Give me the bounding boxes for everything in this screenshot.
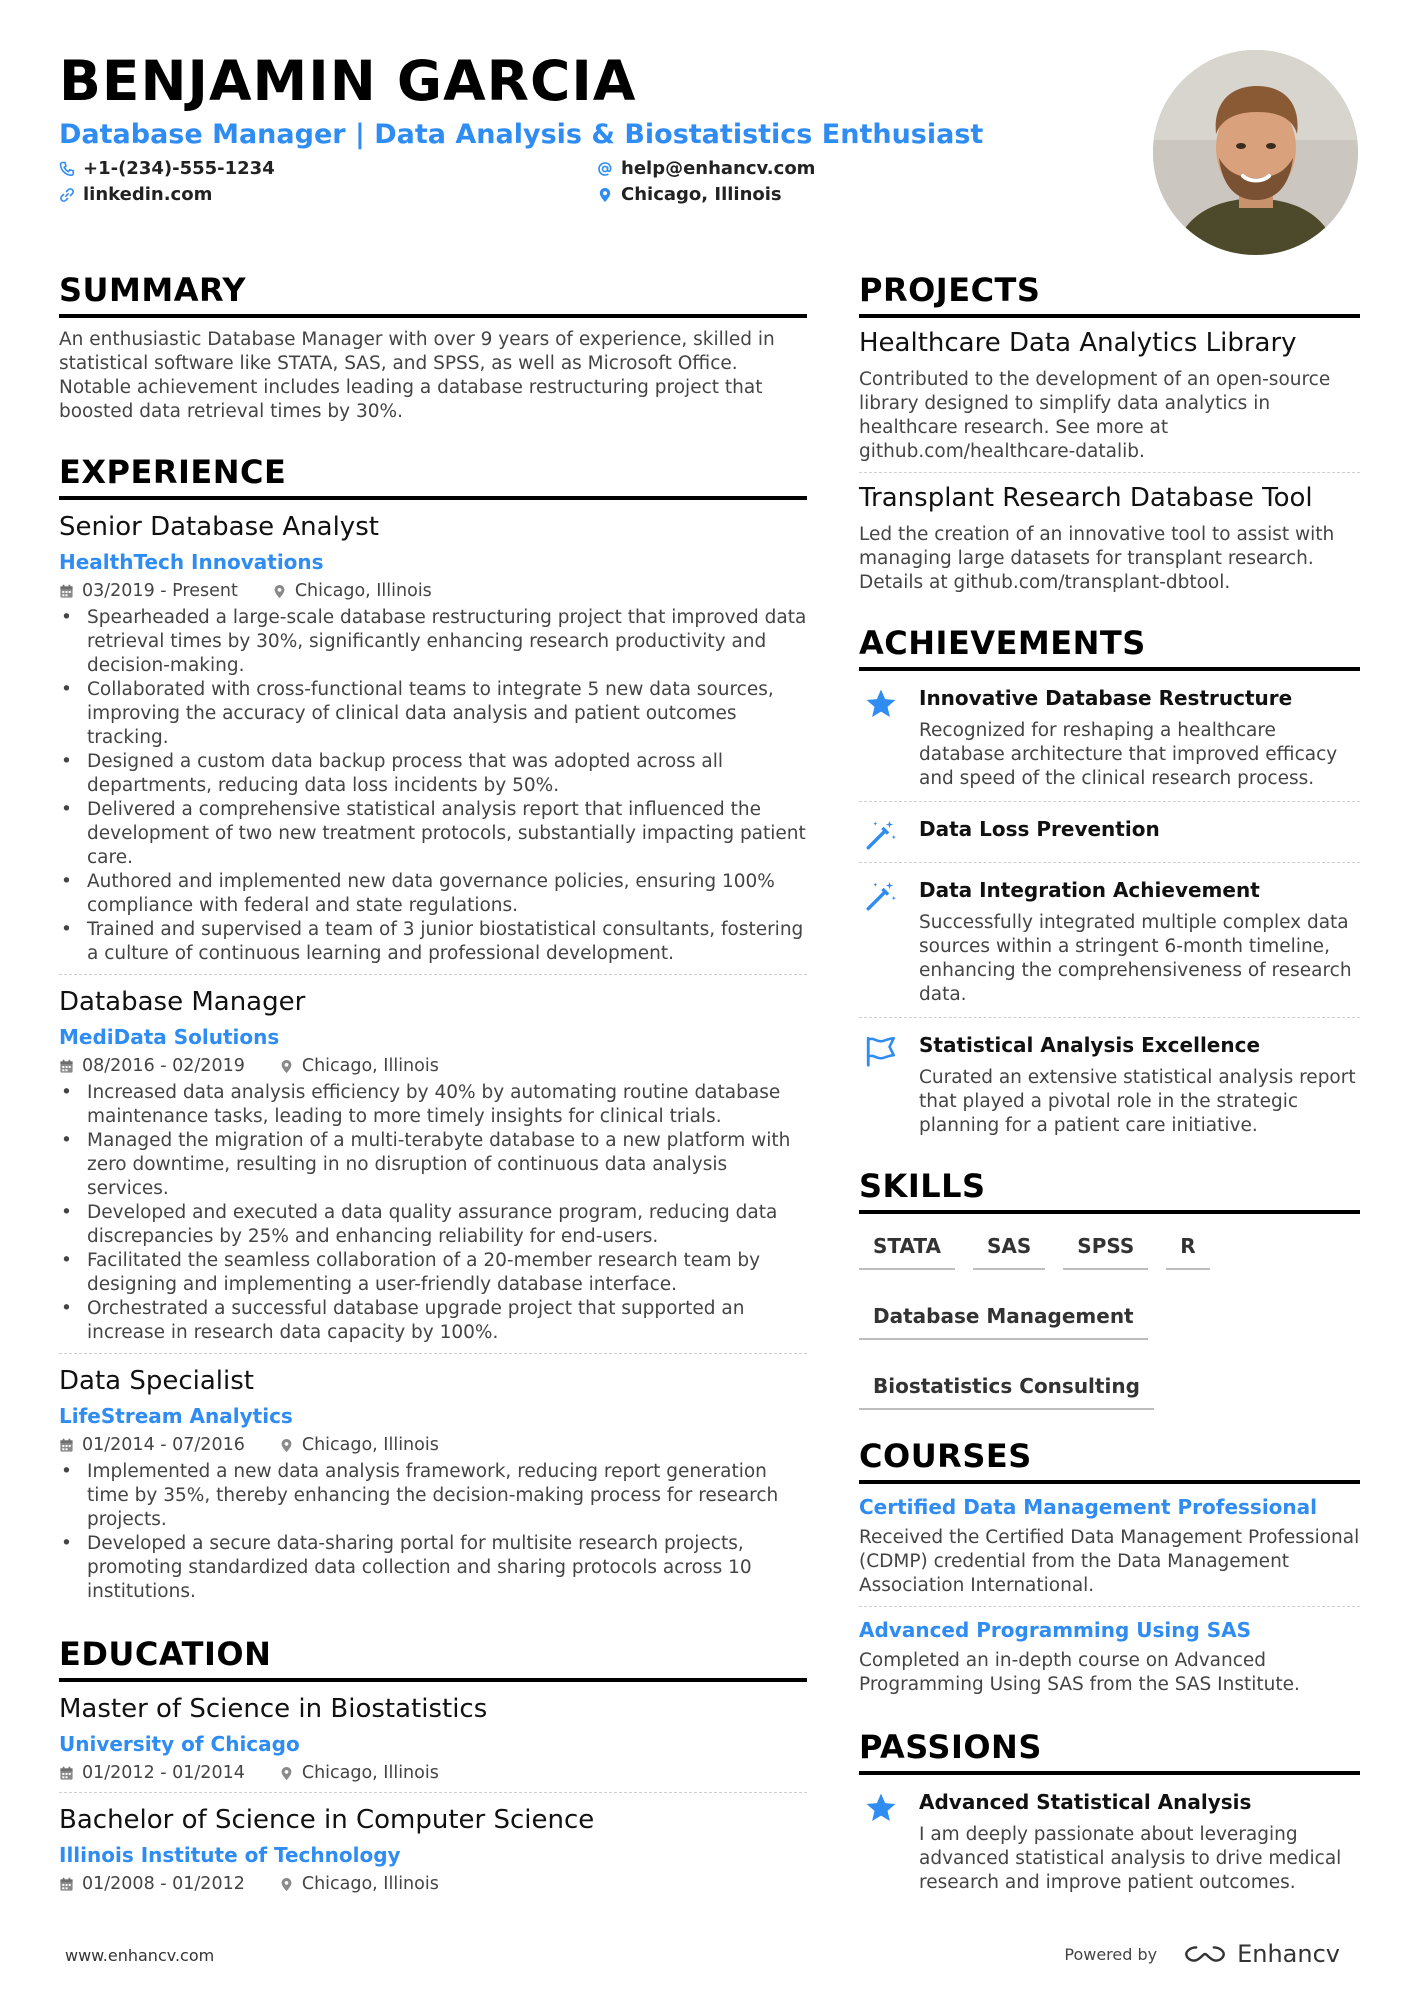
experience-section: [59, 452, 807, 1612]
job-dates: 03/2019 - Present: [82, 581, 238, 601]
education-section: [59, 1634, 807, 1903]
page-footer: [65, 1940, 1340, 1972]
phone-number: +1-(234)-555-1234: [83, 158, 275, 179]
passion-title: Advanced Statistical Analysis: [919, 1790, 1252, 1814]
contact-info: [59, 158, 1139, 214]
bullet-item: • Increased data analysis efficiency by 40% by automating routine database maintenance tasks, leading to more timely insights for clinical trials.: [59, 1081, 807, 1129]
location-text: Chicago, Illinois: [621, 184, 782, 205]
experience-entry: [59, 975, 807, 1354]
link-icon: [59, 187, 75, 203]
education-location: Chicago, Illinois: [301, 1763, 439, 1783]
bullet-item: • Facilitated the seamless collaboration of a 20-member research team by designing and implementing a user-friendly database interface.: [59, 1249, 807, 1297]
profile-photo: [1153, 50, 1358, 255]
bullet-item: • Collaborated with cross-functional teams to integrate 5 new data sources, improving the accuracy of clinical data analysis and patient outcomes tracking.: [59, 678, 807, 750]
job-meta: [59, 580, 807, 602]
skill-tag: Database Management: [859, 1298, 1148, 1340]
education-entry: [59, 1682, 807, 1793]
contact-location: [597, 184, 782, 205]
bullet-item: • Delivered a comprehensive statistical analysis report that influenced the development of two new treatment protocols, substantially impacting patient care.: [59, 798, 807, 870]
email-address: help@enhancv.com: [621, 158, 816, 179]
course-entry: [859, 1484, 1360, 1607]
project-description: Led the creation of an innovative tool to assist with managing large datasets for transplant research. Details at github.com/transplant-dbtool.: [859, 524, 1335, 593]
course-title: Certified Data Management Professional: [859, 1495, 1318, 1519]
skill-tag: STATA: [859, 1228, 955, 1270]
brand-logo[interactable]: [1183, 1940, 1340, 1968]
degree-title: Master of Science in Biostatistics: [59, 1694, 488, 1724]
bullet-item: • Authored and implemented new data governance policies, ensuring 100% compliance with federal and state regulations.: [59, 870, 807, 918]
avatar: [1153, 50, 1358, 255]
courses-heading: COURSES: [859, 1436, 1360, 1484]
achievement-entry: [859, 671, 1360, 802]
achievement-title: Data Loss Prevention: [919, 817, 1160, 841]
achievement-entry: [859, 863, 1360, 1018]
flag-icon: [864, 1034, 898, 1068]
candidate-headline: Database Manager | Data Analysis & Biostatistics Enthusiast: [59, 119, 984, 150]
education-location: Chicago, Illinois: [301, 1874, 439, 1894]
education-dates: 01/2012 - 01/2014: [82, 1763, 245, 1783]
education-meta: [59, 1762, 807, 1784]
map-pin-icon: [279, 1766, 294, 1781]
project-title: Transplant Research Database Tool: [859, 483, 1313, 513]
job-location: Chicago, Illinois: [294, 581, 432, 601]
experience-entry: [59, 1354, 807, 1612]
achievements-section: [859, 623, 1360, 1148]
skills-section: [859, 1166, 1360, 1410]
passion-entry: [859, 1775, 1360, 1905]
map-pin-icon: [597, 187, 613, 203]
job-bullets: [59, 1460, 807, 1604]
education-heading: EDUCATION: [59, 1634, 807, 1682]
job-dates: 01/2014 - 07/2016: [82, 1435, 245, 1455]
job-title: Database Manager: [59, 987, 306, 1017]
course-description: Received the Certified Data Management Professional (CDMP) credential from the Data Management Association International.: [859, 1527, 1360, 1596]
degree-title: Bachelor of Science in Computer Science: [59, 1805, 595, 1835]
project-entry: [859, 318, 1360, 473]
courses-section: [859, 1436, 1360, 1705]
contact-linkedin[interactable]: [59, 184, 212, 205]
calendar-icon: [59, 1766, 74, 1781]
project-description: Contributed to the development of an open-source library designed to simplify data analytics in healthcare research. See more at github.com/healthcare-datalib.: [859, 369, 1331, 462]
education-dates: 01/2008 - 01/2012: [82, 1874, 245, 1894]
calendar-icon: [59, 584, 74, 599]
achievements-heading: ACHIEVEMENTS: [859, 623, 1360, 671]
achievement-title: Data Integration Achievement: [919, 878, 1260, 902]
course-description: Completed an in-depth course on Advanced Programming Using SAS from the SAS Institute.: [859, 1650, 1300, 1695]
contact-phone[interactable]: [59, 158, 275, 179]
job-location: Chicago, Illinois: [301, 1056, 439, 1076]
bullet-item: • Implemented a new data analysis framework, reducing report generation time by 35%, thereby enhancing the decision-making process for research projects.: [59, 1460, 807, 1532]
map-pin-icon: [279, 1877, 294, 1892]
contact-email[interactable]: [597, 158, 815, 179]
experience-heading: EXPERIENCE: [59, 452, 807, 500]
education-meta: [59, 1873, 807, 1895]
star-icon: [864, 1791, 898, 1825]
skill-tag: SPSS: [1063, 1228, 1148, 1270]
achievement-entry: [859, 1018, 1360, 1148]
right-column: [859, 270, 1360, 1923]
skill-tag: Biostatistics Consulting: [859, 1368, 1154, 1410]
achievement-title: Statistical Analysis Excellence: [919, 1033, 1261, 1057]
bullet-item: • Trained and supervised a team of 3 junior biostatistical consultants, fostering a culture of continuous learning and professional development.: [59, 918, 807, 966]
calendar-icon: [59, 1059, 74, 1074]
brand-name: Enhancv: [1237, 1940, 1340, 1968]
passions-heading: PASSIONS: [859, 1727, 1360, 1775]
achievement-entry: [859, 802, 1360, 863]
phone-icon: [59, 161, 75, 177]
summary-heading: SUMMARY: [59, 270, 807, 318]
map-pin-icon: [279, 1059, 294, 1074]
summary-text: An enthusiastic Database Manager with over 9 years of experience, skilled in statistical software like STATA, SAS, and SPSS, as well as Microsoft Office. Notable achievement includes leading a database restructuring project that boosted data retrieval times by 30%.: [59, 329, 775, 422]
bullet-item: • Designed a custom data backup process that was adopted across all departments, reducing data loss incidents by 50%.: [59, 750, 807, 798]
education-entry: [59, 1793, 807, 1903]
bullet-item: • Developed and executed a data quality assurance program, reducing data discrepancies by 25% and enhancing reliability for end-users.: [59, 1201, 807, 1249]
bullet-item: • Managed the migration of a multi-terabyte database to a new platform with zero downtime, resulting in no disruption of continuous data analysis services.: [59, 1129, 807, 1201]
skill-tag: SAS: [973, 1228, 1045, 1270]
school-name: Illinois Institute of Technology: [59, 1843, 401, 1867]
projects-section: [859, 270, 1360, 603]
skill-tag: R: [1166, 1228, 1209, 1270]
company-name: LifeStream Analytics: [59, 1404, 293, 1428]
achievement-description: Successfully integrated multiple complex data sources within a stringent 6-month timeline, enhancing the comprehensiveness of research data.: [919, 912, 1352, 1005]
company-name: HealthTech Innovations: [59, 550, 324, 574]
map-pin-icon: [279, 1438, 294, 1453]
achievement-description: Recognized for reshaping a healthcare database architecture that improved efficacy and speed of the clinical research process.: [919, 720, 1338, 789]
job-bullets: [59, 606, 807, 966]
skills-list: [859, 1214, 1360, 1410]
job-title: Senior Database Analyst: [59, 512, 379, 542]
job-location: Chicago, Illinois: [301, 1435, 439, 1455]
enhancv-logo-icon: [1183, 1943, 1227, 1965]
course-title: Advanced Programming Using SAS: [859, 1618, 1252, 1642]
footer-website[interactable]: www.enhancv.com: [65, 1946, 215, 1965]
project-entry: [859, 473, 1360, 603]
passion-description: I am deeply passionate about leveraging advanced statistical analysis to drive medical research and improve patient outcomes.: [919, 1824, 1342, 1893]
resume-header: [59, 48, 1139, 214]
star-icon: [864, 687, 898, 721]
school-name: University of Chicago: [59, 1732, 300, 1756]
left-column: [59, 270, 807, 1921]
projects-heading: PROJECTS: [859, 270, 1360, 318]
project-title: Healthcare Data Analytics Library: [859, 328, 1297, 358]
course-entry: [859, 1607, 1360, 1705]
bullet-item: • Developed a secure data-sharing portal for multisite research projects, promoting standardized data collection and sharing protocols across 10 institutions.: [59, 1532, 807, 1604]
linkedin-link: linkedin.com: [83, 184, 213, 205]
bullet-item: • Spearheaded a large-scale database restructuring project that improved data retrieval times by 30%, significantly enhancing research productivity and decision-making.: [59, 606, 807, 678]
candidate-name: BENJAMIN GARCIA: [59, 49, 637, 113]
bullet-item: • Orchestrated a successful database upgrade project that supported an increase in research data capacity by 100%.: [59, 1297, 807, 1345]
skills-heading: SKILLS: [859, 1166, 1360, 1214]
footer-branding: [1064, 1940, 1340, 1968]
passions-section: [859, 1727, 1360, 1905]
job-bullets: [59, 1081, 807, 1345]
job-meta: [59, 1055, 807, 1077]
powered-by-label: Powered by: [1064, 1944, 1158, 1964]
calendar-icon: [59, 1877, 74, 1892]
magic-wand-icon: [864, 879, 898, 913]
job-dates: 08/2016 - 02/2019: [82, 1056, 245, 1076]
calendar-icon: [59, 1438, 74, 1453]
summary-section: [59, 270, 807, 424]
job-title: Data Specialist: [59, 1366, 254, 1396]
magic-wand-icon: [864, 818, 898, 852]
experience-entry: [59, 500, 807, 975]
map-pin-icon: [272, 584, 287, 599]
job-meta: [59, 1434, 807, 1456]
company-name: MediData Solutions: [59, 1025, 280, 1049]
at-sign-icon: [597, 161, 613, 177]
achievement-title: Innovative Database Restructure: [919, 686, 1293, 710]
achievement-description: Curated an extensive statistical analysis report that played a pivotal role in the strategic planning for a patient care initiative.: [919, 1067, 1356, 1136]
